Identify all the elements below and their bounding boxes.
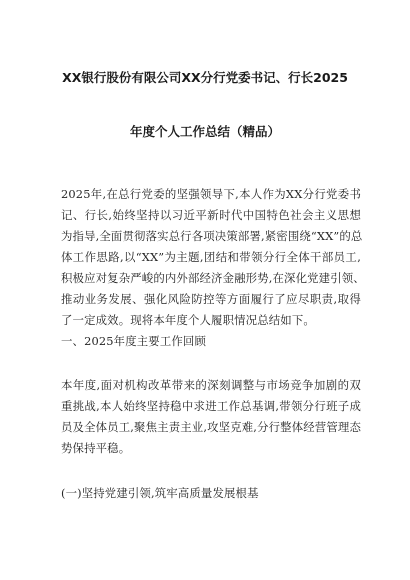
section-heading: 一、2025年度主要工作回顾 [61, 334, 206, 348]
paragraph-1-line-7: 了一定成效。现将本年度个人履职情况总结如下。 [61, 313, 315, 327]
paragraph-2-line-3: 员及全体员工,聚焦主责主业,攻坚克难,分行整体经营管理态 [61, 420, 361, 434]
document-title-line-1: XX银行股份有限公司XX分行党委书记、行长2025 [62, 70, 348, 85]
paragraph-2-line-4: 势保持平稳。 [61, 441, 131, 455]
document-title-line-2: 年度个人工作总结（精品） [129, 124, 280, 139]
paragraph-1-line-2: 记、行长,始终坚持以习近平新时代中国特色社会主义思想 [61, 208, 361, 222]
paragraph-1-line-6: 推动业务发展、强化风险防控等方面履行了应尽职责,取得 [61, 292, 361, 306]
paragraph-1-line-4: 体工作思路,以“XX”为主题,团结和带领分行全体干部员工, [61, 250, 361, 264]
paragraph-1-line-5: 积极应对复杂严峻的内外部经济金融形势,在深化党建引领、 [61, 271, 365, 285]
paragraph-2-line-2: 重挑战,本人始终坚持稳中求进工作总基调,带领分行班子成 [61, 399, 361, 413]
paragraph-2-line-1: 本年度,面对机构改革带来的深刻调整与市场竞争加剧的双 [61, 378, 361, 392]
paragraph-1-line-1: 2025年,在总行党委的坚强领导下,本人作为XX分行党委书 [61, 187, 361, 201]
paragraph-1-line-3: 为指导,全面贯彻落实总行各项决策部署,紧密围绕“XX”的总 [61, 229, 363, 243]
subsection-heading: (一)坚持党建引领,筑牢高质量发展根基 [61, 486, 259, 500]
